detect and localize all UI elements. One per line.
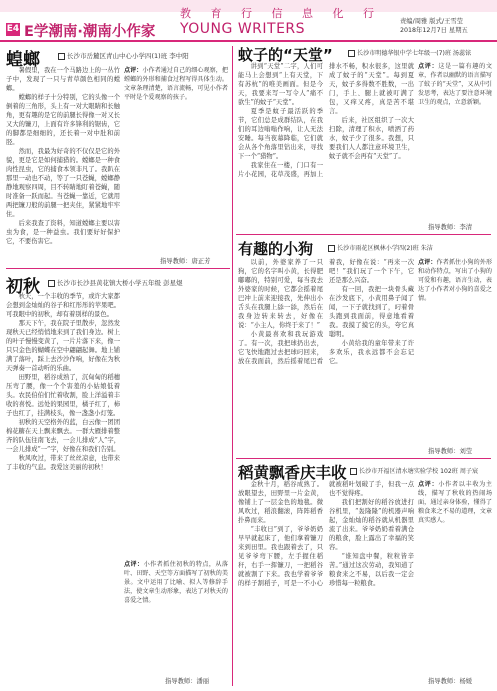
- section-title: E学潮南·潮南小作家: [24, 24, 156, 40]
- article-divider: [6, 268, 230, 269]
- article-divider: [236, 234, 491, 235]
- article-title: 有趣的小狗: [238, 240, 314, 258]
- article-byline: 长沙市开福区清水塘实验学校 102班 周子宸: [350, 466, 478, 475]
- article-comment: 点评：这是一篇有趣的文章，作者以幽默的语言描写了蚊子的“天堂”，又从中引发思考，表达了要注意环境卫生的观点，立意新颖。: [418, 63, 492, 106]
- article-comment: 点评：作者抓住小狗的外形和动作特点，写出了小狗的可爱和有趣，语言生动，表达了小作者对小狗的喜爱之情。: [418, 259, 492, 302]
- editor-line: 责编/周雅 版式/王雪莹: [400, 18, 463, 25]
- article-byline: 长沙市岳麓区青山中心小学四(1)班 李中阳: [58, 51, 189, 60]
- square-bullet-icon: [48, 280, 55, 287]
- article-byline: 长沙市长沙县黄花镇大桥小学五年级 彭星煜: [48, 278, 183, 287]
- article-teacher: 指导教师：刘莹: [428, 448, 473, 455]
- article-body: 暑假里，我在一个马路边上的一丛竹子中，发现了一只与青草颜色相同的螳螂。 螳螂的样子十分特别，它的头像一个倒着的三角形，头上有一对大眼睛和长触角，更有趣的是它的前腿长得像一对又长又大的镰刀，上面有许多锋利的锯齿，它的脚都是细细的，还长着一对中肚和前胫。 然而，我最为好奇的不仅仅是它的外貌，更是它是如何捕猎的。螳螂是一种食肉性昆虫，它的捕食本领非凡了。我趴在那里一动也不动，等了一只苍蝇，螳螂静静地观察四周，目不转睛地盯着苍蝇，随时准备一跃而起。当苍蝇一靠近，它就用两把镰刀般的前腿一把夹住，紧紧地牢牢住。 后来我查了资料，知道螳螂主要以害虫为食，是一种益虫。我们要好好保护它，不要伤害它。: [6, 67, 120, 245]
- editor-info: [400, 17, 468, 35]
- article-title: 初秋: [6, 277, 40, 297]
- article-title: 蚊子的“天堂”: [238, 46, 333, 64]
- header-rule: [0, 40, 497, 42]
- article-body: 秋天，一个丰收的季节，或许大家都会想到金灿灿的谷子和红彤彤的苹果吧。可我眼中的初秋，却有着别样的景色。 那天下午，我在院子里散步，忽然发现秋天已经悄悄地来到了我们身边。树上的叶子慢慢变黄了，一片片落下来，像一只只金色的蝴蝶在空中翩翩起舞。地上铺满了落叶，踩上去沙沙作响，好像在为秋天弹奏一首动听的乐曲。 田野里，稻谷成熟了，沉甸甸的稻穗压弯了腰，像一个个害羞的小姑娘低着头。农民伯伯们忙着收割，脸上洋溢着丰收的喜悦。远处的果园里，橘子红了，柿子也红了，挂满枝头，像一盏盏小灯笼。 初秋的天空格外的蓝，白云像一团团棉花糖在天上飘来飘去。一群大雁排着整齐的队伍往南飞去，一会儿排成“人”字，一会儿排成“一”字，好像在和我们告别。 秋风吹过，带来了丝丝凉意，也带来了丰收的气息。我爱这美丽的初秋！: [6, 293, 120, 471]
- square-bullet-icon: [350, 468, 357, 475]
- article-teacher: 指导教师：杨媛: [428, 678, 473, 685]
- article-title: 蝗螂: [6, 50, 40, 70]
- article-teacher: 指导教师：唐正芳: [160, 258, 211, 265]
- article-body: 以前，外婆家养了一只狗，它的名字叫小黄，长得肥嘟嘟的，特别可爱，每当我去外婆家的时候，它都会摇着尾巴冲上前来迎接我，先伸出小舌头在我腿上舔一舔，然后在我身边转来转去，好像在说：“小主人，你终于来了！” 小黄最喜欢和我玩游戏了。有一次，我把球扔出去，它飞快地跑过去把球叼回来，放在我面前，然后摇着尾巴看着我，好像在说：“再来一次吧！”我们玩了一个下午，它还是那么兴奋。 有一回，我把一块骨头藏在沙发底下，小黄用鼻子闻了闻，一下子就找到了，叼着骨头跑到我面前，得意地看着我。我摸了摸它的头，夸它真聪明。 小黄给我的童年带来了许多欢乐，我永远都不会忘记它。: [238, 259, 414, 365]
- article-divider: [236, 458, 491, 459]
- article-comment: 点评：小作者以丰收为主线，描写了秋收的热闹场面，通过亲身体验，懂得了粮食来之不易的道理，文章真实感人。: [418, 481, 492, 524]
- article-byline: 长沙市明德华银中学七年级一(7)班 汤蕊铱: [348, 48, 471, 57]
- article-byline: 长沙市雨花区枫林小学四(2)班 朱洁: [328, 243, 433, 252]
- article-body-continued: [124, 292, 228, 592]
- article-comment: 点评：小作者抓住初秋的特点，从落叶、田野、天空等方面描写了初秋的美景。文中运用了比喻、拟人等修辞手法，使文章生动形象，表达了对秋天的喜爱之情。: [124, 561, 228, 604]
- newspaper-tagline: 教 育 行 信 息 化 行: [180, 7, 382, 20]
- article-title: 稻黄飘香庆丰收: [238, 464, 347, 482]
- article-teacher: 指导教师：李清: [428, 224, 473, 231]
- square-bullet-icon: [328, 245, 335, 252]
- article-body: 讲到“天堂”二字，人们可能马上会想到“上有天堂，下有苏杭”的唯美画面。但是今天，我要来写一写令人“痛不欲生”的蚊子“天堂”。 夏季是蚊子最活跃的季节，它们总是成群结队，在我们的耳边嗡嗡作响，让人无法安睡。每当夜幕降临，它们就会从各个角落里钻出来，寻找下一个“猎物”。 我家住在一楼，门口有一片小花园，花草茂盛，再加上排水不畅，积水很多，这里就成了蚊子的“天堂”。每到夏天，蚊子多得数不胜数，一出门，手上、腿上就被叮满了包，又痒又疼，真是苦不堪言。 后来，社区组织了一次大扫除，清理了积水，喷洒了药水，蚊子少了很多。我想，只要我们人人都注意环境卫生，蚊子就不会再有“天堂”了。: [238, 63, 414, 178]
- page-number: E4: [6, 24, 20, 34]
- article-teacher: 指导教师：潘丽: [165, 678, 210, 685]
- square-bullet-icon: [348, 50, 355, 57]
- article-comment: 点评：小作者通过自己的细心观察，把螳螂的外形和捕食过程写得具体生动。文章条理清楚，语言流畅，可见小作者平时是个爱观察的孩子。: [124, 67, 228, 101]
- section-title-english: YOUNG WRITERS: [180, 21, 306, 37]
- column-divider: [232, 46, 233, 686]
- square-bullet-icon: [58, 53, 65, 60]
- article-body: 金秋十月，稻谷成熟了。放眼望去，田野里一片金黄，像铺上了一层金色的地毯。微风吹过，稻浪翻滚，阵阵稻香扑鼻而来。 “丰收日”到了，爷爷奶奶早早就起床了，他们拿着镰刀来到田里。我也跟着去了，只见爷爷弯下腰，左手握住稻秆，右手一挥镰刀，一把稻谷就被割了下来。我也学着爷爷的样子割稻子，可是一不小心就被稻叶划破了手，但我一点也不觉得疼。 我们把割好的稻谷放进打谷机里，“轰隆隆”的机器声响起，金灿灿的稻谷就从机器里流了出来。爷爷奶奶看着满仓的粮食，脸上露出了幸福的笑容。 “谁知盘中餐，粒粒皆辛苦。”通过这次劳动，我知道了粮食来之不易，以后我一定会珍惜每一粒粮食。: [238, 481, 414, 587]
- date-line: 2018年12月7日 星期五: [400, 27, 468, 34]
